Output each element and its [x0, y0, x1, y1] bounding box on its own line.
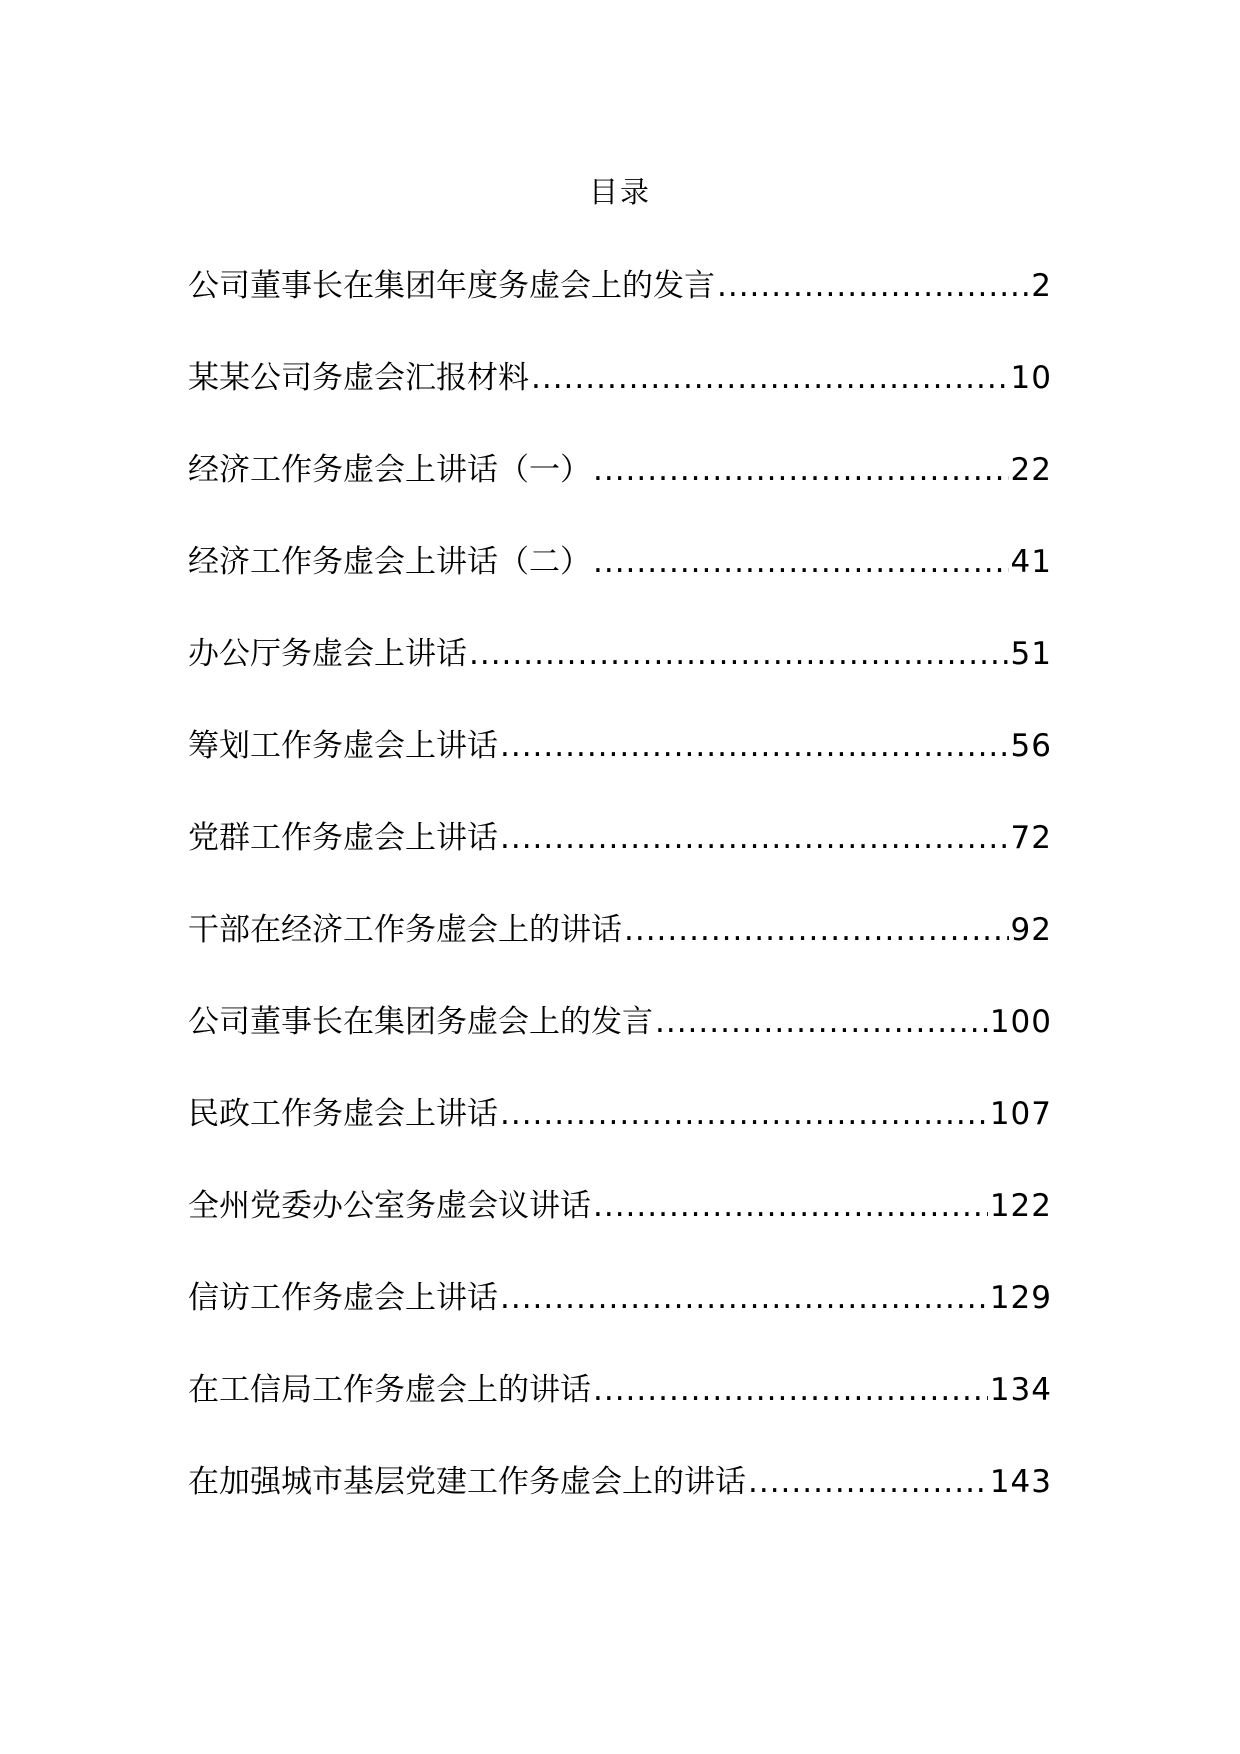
- toc-entry-title: 公司董事长在集团务虚会上的发言: [188, 1004, 653, 1040]
- toc-entry[interactable]: [188, 358, 1052, 450]
- toc-leader-dots: [500, 1278, 988, 1318]
- toc-entry-title: 办公厅务虚会上讲话: [188, 636, 467, 672]
- toc-entry-title: 筹划工作务虚会上讲话: [188, 728, 498, 764]
- toc-leader-dots: [500, 1094, 988, 1134]
- toc-leader-dots: [593, 1370, 988, 1410]
- toc-entry[interactable]: [188, 910, 1052, 1002]
- toc-entry[interactable]: [188, 1002, 1052, 1094]
- toc-entry-title: 经济工作务虚会上讲话（二）: [188, 544, 591, 580]
- toc-entry-title: 公司董事长在集团年度务虚会上的发言: [188, 268, 715, 304]
- toc-entry-page: 134: [989, 1372, 1052, 1408]
- toc-leader-dots: [624, 910, 1009, 950]
- toc-entry-page: 2: [1031, 268, 1052, 304]
- toc-entry-page: 72: [1010, 820, 1052, 856]
- toc-entry-title: 干部在经济工作务虚会上的讲话: [188, 912, 622, 948]
- toc-entry-page: 107: [989, 1096, 1052, 1132]
- toc-list: [188, 266, 1052, 1554]
- toc-entry[interactable]: [188, 634, 1052, 726]
- toc-entry[interactable]: [188, 450, 1052, 542]
- toc-entry-page: 143: [989, 1464, 1052, 1500]
- toc-leader-dots: [593, 542, 1009, 582]
- toc-entry[interactable]: [188, 726, 1052, 818]
- toc-entry-page: 41: [1010, 544, 1052, 580]
- toc-entry[interactable]: [188, 1094, 1052, 1186]
- toc-leader-dots: [717, 266, 1029, 306]
- toc-entry-page: 51: [1010, 636, 1052, 672]
- toc-entry[interactable]: [188, 1370, 1052, 1462]
- toc-entry-page: 56: [1010, 728, 1052, 764]
- toc-entry[interactable]: [188, 1186, 1052, 1278]
- toc-entry-page: 22: [1010, 452, 1052, 488]
- toc-leader-dots: [593, 450, 1009, 490]
- toc-entry-title: 党群工作务虚会上讲话: [188, 820, 498, 856]
- toc-title: 目录: [588, 175, 651, 209]
- toc-leader-dots: [593, 1186, 988, 1226]
- toc-leader-dots: [531, 358, 1009, 398]
- toc-entry-page: 92: [1010, 912, 1052, 948]
- toc-entry[interactable]: [188, 542, 1052, 634]
- toc-entry-page: 10: [1010, 360, 1052, 396]
- toc-entry[interactable]: [188, 266, 1052, 358]
- toc-leader-dots: [748, 1462, 988, 1502]
- toc-entry[interactable]: [188, 818, 1052, 910]
- toc-entry-title: 某某公司务虚会汇报材料: [188, 360, 529, 396]
- toc-entry-title: 经济工作务虚会上讲话（一）: [188, 452, 591, 488]
- toc-entry-title: 信访工作务虚会上讲话: [188, 1280, 498, 1316]
- toc-entry-title: 民政工作务虚会上讲话: [188, 1096, 498, 1132]
- toc-leader-dots: [655, 1002, 988, 1042]
- toc-leader-dots: [469, 634, 1009, 674]
- toc-entry-title: 全州党委办公室务虚会议讲话: [188, 1188, 591, 1224]
- toc-entry-title: 在工信局工作务虚会上的讲话: [188, 1372, 591, 1408]
- toc-entry[interactable]: [188, 1462, 1052, 1554]
- toc-entry[interactable]: [188, 1278, 1052, 1370]
- toc-leader-dots: [500, 726, 1009, 766]
- toc-leader-dots: [500, 818, 1009, 858]
- toc-entry-page: 129: [989, 1280, 1052, 1316]
- toc-entry-title: 在加强城市基层党建工作务虚会上的讲话: [188, 1464, 746, 1500]
- toc-entry-page: 100: [989, 1004, 1052, 1040]
- toc-entry-page: 122: [989, 1188, 1052, 1224]
